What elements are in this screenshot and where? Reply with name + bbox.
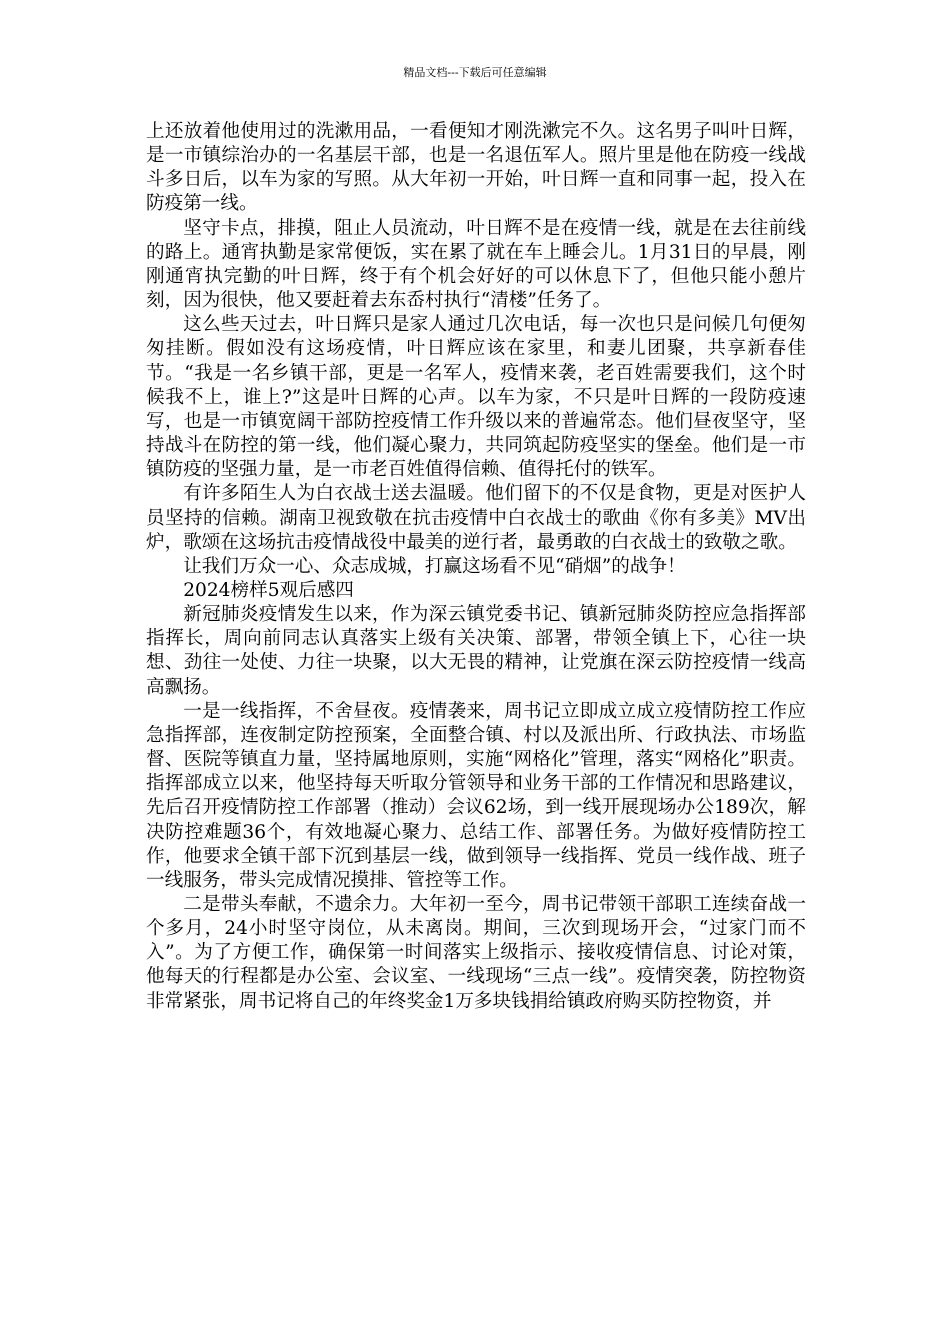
paragraph-3: 这么些天过去，叶日辉只是家人通过几次电话，每一次也只是问候几句便匆匆挂断。假如没有这场疫情，叶日辉应该在家里，和妻儿团聚，共享新春佳节。“我是一名乡镇干部，更是一名军人，疫情来袭，老百姓需要我们，这个时候我不上，谁上?”这是叶日辉的心声。以车为家，不只是叶日辉的一段防疫速写，也是一市镇宽阔干部防控疫情工作升级以来的普遍常态。他们昼夜坚守，坚持战斗在防控的第一线，他们凝心聚力，共同筑起防疫坚实的堡垒。他们是一市镇防疫的坚强力量，是一市老百姓值得信赖、值得托付的铁军。 [146, 314, 806, 481]
paragraph-5: 让我们万众一心、众志成城，打赢这场看不见“硝烟”的战争！ [183, 555, 686, 577]
paragraph-4: 有许多陌生人为白衣战士送去温暖。他们留下的不仅是食物，更是对医护人员坚持的信赖。湖南卫视致敬在抗击疫情中白衣战士的歌曲《你有多美》MV出炉，歌颂在这场抗击疫情战役中最美的逆行者，最勇敢的白衣战士的致敬之歌。 [146, 483, 806, 553]
paragraph-6: 新冠肺炎疫情发生以来，作为深云镇党委书记、镇新冠肺炎防控应急指挥部指挥长，周向前同志认真落实上级有关决策、部署，带领全镇上下，心往一块想、劲往一处使、力往一块聚，以大无畏的精神，让党旗在深云防控疫情一线高高飘扬。 [146, 604, 806, 698]
paragraph-7: 一是一线指挥，不舍昼夜。疫情袭来，周书记立即成立成立疫情防控工作应急指挥部，连夜制定防控预案，全面整合镇、村以及派出所、行政执法、市场监督、医院等镇直力量，坚持属地原则，实施“网格化”管理，落实“网格化”职责。指挥部成立以来，他坚持每天听取分管领导和业务干部的工作情况和思路建议，先后召开疫情防控工作部署（推动）会议62场，到一线开展现场办公189次，解决防控难题36个，有效地凝心聚力、总结工作、部署任务。为做好疫情防控工作，他要求全镇干部下沉到基层一线，做到领导一线指挥、党员一线作战、班子一线服务，带头完成情况摸排、管控等工作。 [146, 700, 806, 891]
paragraph-2: 坚守卡点，排摸，阻止人员流动，叶日辉不是在疫情一线，就是在去往前线的路上。通宵执勤是家常便饭，实在累了就在车上睡会儿。1月31日的早晨，刚刚通宵执完勤的叶日辉，终于有个机会好好的可以休息下了，但他只能小憩片刻，因为很快，他又要赶着去东岙村执行“清楼”任务了。 [146, 217, 806, 312]
section-heading: 2024榜样5观后感四 [183, 579, 354, 601]
document-body [146, 120, 806, 1014]
paragraph-1: 上还放着他使用过的洗漱用品，一看便知才刚洗漱完不久。这名男子叫叶日辉，是一市镇综治办的一名基层干部，也是一名退伍军人。照片里是他在防疫一线战斗多日后，以车为家的写照。从大年初一开始，叶日辉一直和同事一起，投入在防疫第一线。 [146, 121, 806, 215]
paragraph-8: 二是带头奉献，不遗余力。大年初一至今，周书记带领干部职工连续奋战一个多月，24小时坚守岗位，从未离岗。期间，三次到现场开会，“过家门而不入”。为了方便工作，确保第一时间落实上级指示、接收疫情信息、讨论对策，他每天的行程都是办公室、会议室、一线现场“三点一线”。疫情突袭，防控物资非常紧张，周书记将自己的年终奖金1万多块钱捐给镇政府购买防控物资，并 [146, 894, 806, 1012]
page-header: 精品文档---下载后可任意编辑 [403, 66, 547, 79]
